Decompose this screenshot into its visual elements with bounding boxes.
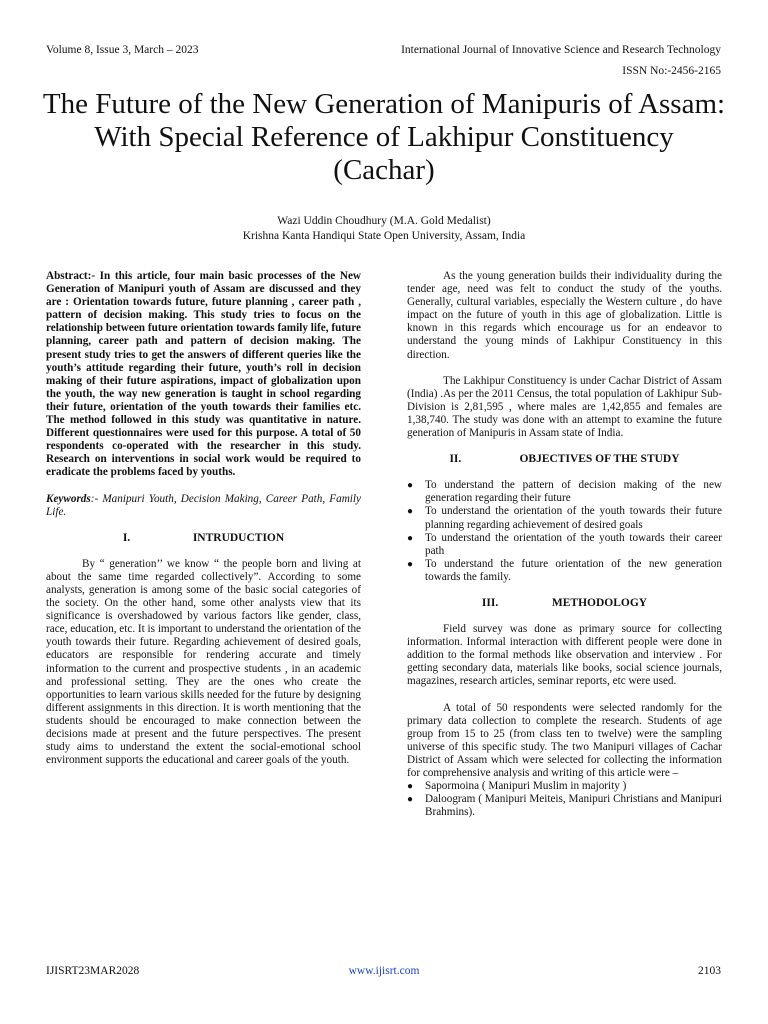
left-column — [46, 270, 361, 780]
journal-url-link[interactable]: www.ijisrt.com — [348, 965, 420, 977]
bullet-icon: ● — [407, 480, 414, 492]
villages-list — [407, 780, 722, 819]
keywords-label: Keywords — [46, 492, 91, 505]
section-title: METHODOLOGY — [551, 596, 648, 609]
list-item: ● To understand the future orientation of the new generation towards the family. — [407, 557, 722, 583]
right-column — [407, 270, 722, 832]
author-block — [40, 214, 728, 244]
volume-info: Volume 8, Issue 3, March – 2023 — [46, 44, 199, 56]
intro-paragraph-2: As the young generation builds their individuality during the tender age, need was felt to conduct the study of the youths. Generally, cultural variables, especially the Western culture , do have impact on the future of youth in this age of globalization. Little is known in this regards which encourage us for an endeavor to understand the young minds of Lakhipur Constituency in this direction. — [407, 270, 722, 361]
section-number: II. — [449, 453, 462, 466]
list-item: ● Daloogram ( Manipuri Meiteis, Manipuri Christians and Manipuri Brahmins). — [407, 793, 722, 819]
keywords-text: :- Manipuri Youth, Decision Making, Career Path, Family Life. — [46, 492, 361, 518]
methodology-paragraph-1: Field survey was done as primary source for collecting information. Informal interaction with different people were done in addition to the formal methods like observation and interview . For getting secondary data, materials like books, social science journals, magazines, research articles, seminar reports, etc were used. — [407, 623, 722, 688]
section-number: I. — [122, 531, 131, 544]
author-affiliation: Krishna Kanta Handiqui State Open University, Assam, India — [242, 230, 526, 242]
list-item: ● To understand the orientation of the youth towards their career path — [407, 531, 722, 557]
paper-code: IJISRT23MAR2028 — [46, 965, 140, 977]
section-number: III. — [481, 596, 499, 609]
list-item: ● Sapormoina ( Manipuri Muslim in majority ) — [407, 780, 627, 793]
section-heading-introduction — [46, 532, 361, 545]
list-item: ● To understand the pattern of decision making of the new generation regarding their future — [407, 479, 722, 505]
journal-name: International Journal of Innovative Science and Research Technology — [401, 44, 721, 56]
paper-title: The Future of the New Generation of Manipuris of Assam: With Special Reference of Lakhipur Constituency (Cachar) — [42, 88, 726, 186]
abstract: Abstract:- In this article, four main basic processes of the New Generation of Manipuri youth of Assam are discussed and they are : Orientation towards future, future planning , career path , pattern of decision making. This study tries to focus on the relationship between future orientation towards family life, future planning, career path and pattern of decision making. The present study tries to get the answers of different queries like the youth’s attitude regarding their future, youth’s roll in decision making of their future aspirations, impact of globalization upon the youth, the way new generation is taught in school regarding their future, orientation of the youth towards their families etc. The method followed in this study was quantitative in nature. Different questionnaires were used for this purpose. A total of 50 respondents co-operated with the researcher in this study. Research on interventions in social work would be required to eradicate the problems faced by youths. — [46, 270, 361, 479]
bullet-icon: ● — [407, 794, 414, 806]
author-name: Wazi Uddin Choudhury (M.A. Gold Medalist) — [277, 215, 491, 227]
intro-paragraph-3: The Lakhipur Constituency is under Cachar District of Assam (India) .As per the 2011 Census, the total population of Lakhipur Sub-Division is 2,81,595 , where males are 1,42,855 and females are 1,38,740. The study was done with an attempt to examine the future generation of Manipuris in Assam state of India. — [407, 374, 722, 440]
bullet-icon: ● — [407, 506, 414, 518]
list-item: ● To understand the orientation of the youth towards their future planning regarding achievement of desired goals — [407, 505, 722, 531]
objectives-list — [407, 479, 722, 584]
section-title: OBJECTIVES OF THE STUDY — [519, 453, 680, 466]
section-title: INTRUDUCTION — [192, 531, 285, 544]
section-heading-objectives — [407, 453, 722, 466]
methodology-paragraph-2: A total of 50 respondents were selected randomly for the primary data collection to complete the research. Students of age group from 15 to 25 (from class ten to twelve) were the sampling universe of this specific study. The two Manipuri villages of Cachar District of Assam which were selected for collecting the information for comprehensive analysis and writing of this article were – — [407, 701, 722, 779]
bullet-icon: ● — [407, 781, 414, 793]
bullet-icon: ● — [407, 558, 414, 570]
issn: ISSN No:-2456-2165 — [622, 65, 721, 77]
introduction-paragraph: By “ generation’’ we know “ the people born and living at about the same time regarded collectively”. According to some analysts, generation is among some of the basic social categories of the society. On the other hand, some other analysts view that its significance is overshadowed by various factors like gender, class, race, education, etc. It is important to understand the orientation of the youth towards their future. Regarding achievement of desired goals, educators are responsible for rendering accurate and timely information to the current and prospective students , in an academic and professional setting. They are the ones who create the opportunities to learn various skills needed for the future by designing different assignments in this direction. It is worth mentioning that the students should be encouraged to make connection between the decisions made at present and the future perspectives. The present study aims to understand the extent the social-emotional school environment supports the educational and career goals of the youth. — [46, 557, 362, 767]
keywords — [46, 493, 361, 519]
bullet-icon: ● — [407, 532, 414, 544]
section-heading-methodology — [407, 597, 722, 610]
page-number: 2103 — [698, 965, 721, 977]
